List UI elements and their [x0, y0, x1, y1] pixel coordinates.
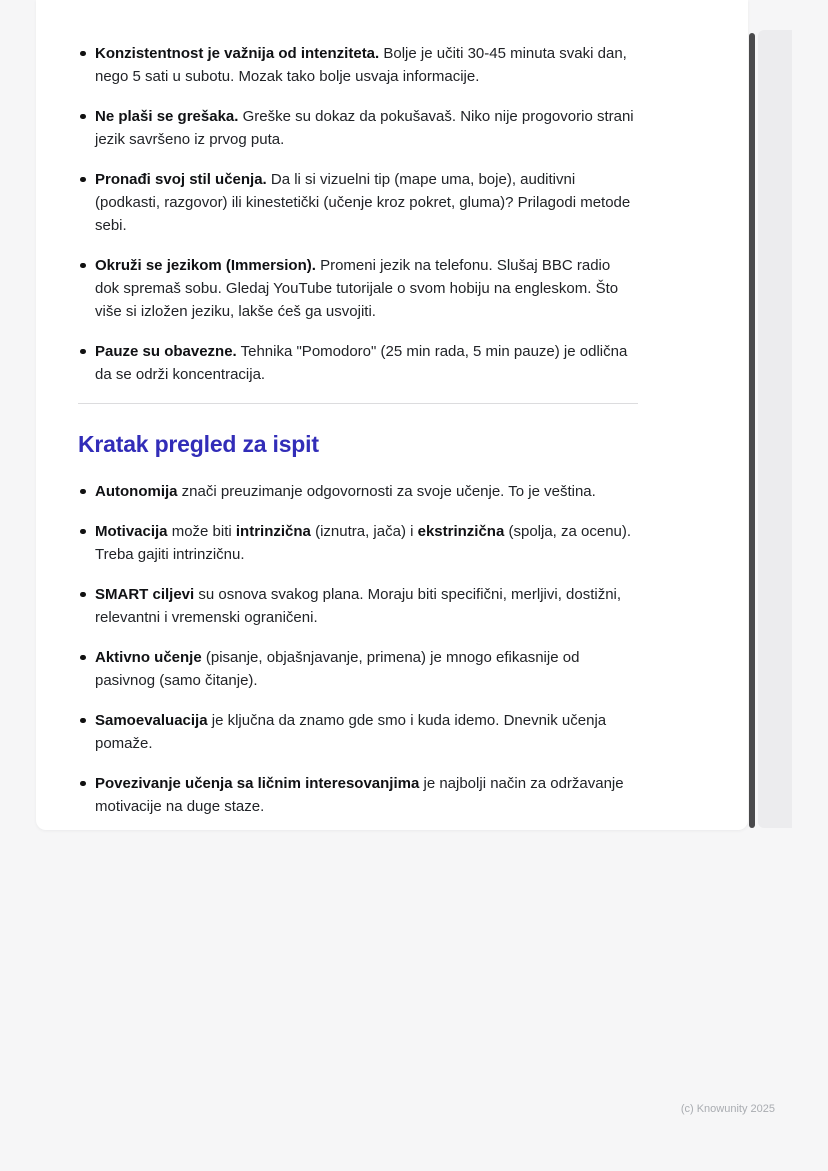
- list-item-text: su osnova svakog plana. Moraju biti specifični, merljivi, dostižni, relevantni i vremenski ograničeni.: [95, 586, 622, 626]
- list-item-bold-text: Motivacija: [95, 523, 168, 540]
- list-item-text: (pisanje, objašnjavanje, primena) je mnogo efikasnije od pasivnog (samo čitanje).: [95, 649, 580, 689]
- list-item: [95, 168, 638, 237]
- list-item: [95, 772, 638, 818]
- list-item-bold-text: Pauze su obavezne.: [95, 343, 237, 360]
- summary-list: [78, 480, 638, 818]
- list-item-bold-text: ekstrinzična: [417, 523, 505, 540]
- document-page: [36, 0, 748, 830]
- list-item-text: Bolje je učiti 30-45 minuta svaki dan, nego 5 sati u subotu. Mozak tako bolje usvaja informacije.: [95, 45, 627, 85]
- list-item-bold-text: Autonomija: [95, 483, 178, 500]
- list-item-text: Tehnika "Pomodoro" (25 min rada, 5 min pauze) je odlična da se održi koncentracija.: [95, 343, 628, 383]
- copyright-footer: (c) Knowunity 2025: [680, 1103, 775, 1115]
- list-item: [95, 480, 638, 503]
- section-heading: Kratak pregled za ispit: [78, 431, 319, 457]
- list-item-text: je ključna da znamo gde smo i kuda idemo. Dnevnik učenja pomaže.: [95, 712, 607, 752]
- scrollbar-thumb[interactable]: [749, 33, 755, 828]
- list-item: [95, 340, 638, 386]
- list-item-text: (spolja, za ocenu). Treba gajiti intrinzičnu.: [95, 523, 632, 563]
- list-item-text: može biti: [167, 523, 236, 540]
- list-item: [95, 520, 638, 566]
- list-item-bold-text: Samoevaluacija: [95, 712, 208, 729]
- list-item-text: Greške su dokaz da pokušavaš. Niko nije progovorio strani jezik savršeno iz prvog puta.: [95, 108, 634, 148]
- list-item-bold-text: SMART ciljevi: [95, 586, 195, 603]
- tips-list: [78, 42, 638, 386]
- list-item: [95, 42, 638, 88]
- list-item-text: znači preuzimanje odgovornosti za svoje učenje. To je veština.: [177, 483, 596, 500]
- list-item: [95, 105, 638, 151]
- list-item-text: Da li si vizuelni tip (mape uma, boje), auditivni (podkasti, razgovor) ili kinestetički (učenje kroz pokret, gluma)? Prilagodi metode sebi.: [95, 171, 631, 234]
- list-item-bold-text: Povezivanje učenja sa ličnim interesovanjima: [95, 775, 420, 792]
- list-item-bold-text: Konzistentnost je važnija od intenziteta.: [95, 45, 380, 62]
- list-item-bold-text: intrinzična: [235, 523, 311, 540]
- list-item-text: Promeni jezik na telefonu. Slušaj BBC radio dok spremaš sobu. Gledaj YouTube tutorijale o svom hobiju na engleskom. Što više si izložen jeziku, lakše ćeš ga usvojiti.: [95, 257, 619, 320]
- list-item-text: (iznutra, jača) i: [310, 523, 418, 540]
- list-item-text: je najbolji način za održavanje motivacije na duge staze.: [95, 775, 624, 815]
- list-item: [95, 583, 638, 629]
- list-item-bold-text: Pronađi svoj stil učenja.: [95, 171, 267, 188]
- list-item: [95, 646, 638, 692]
- list-item-bold-text: Aktivno učenje: [95, 649, 202, 666]
- list-item: [95, 254, 638, 323]
- section-divider: [78, 403, 638, 404]
- list-item-bold-text: Okruži se jezikom (Immersion).: [95, 257, 316, 274]
- list-item-bold-text: Ne plaši se grešaka.: [95, 108, 239, 125]
- document-content: [36, 0, 748, 818]
- side-panel-strip: [758, 30, 792, 828]
- list-item: [95, 709, 638, 755]
